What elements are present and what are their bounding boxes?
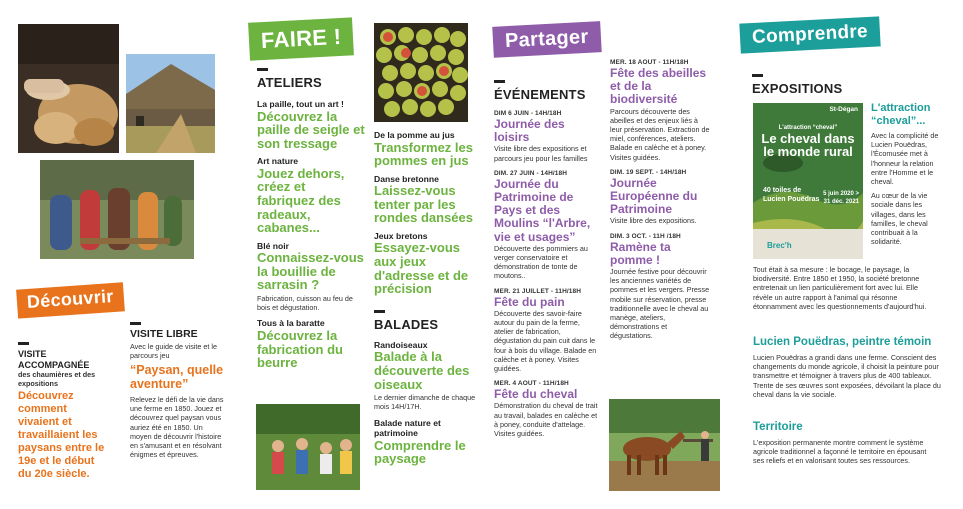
photo-horse <box>609 399 720 491</box>
atelier-label: Danse bretonne <box>374 173 439 184</box>
painter-title: Lucien Pouëdras, peintre témoin <box>753 336 932 348</box>
evenements-heading: ÉVÉNEMENTS <box>494 87 586 102</box>
banner-faire: FAIRE ! <box>248 17 354 60</box>
event-desc: Journée festive pour découvrir les anciennes variétés de pommes et les vergers. Presse mobile sur réservation, presse traditionnelle avec le cheval au manège, ateliers, démonstrations et dégustations. <box>610 267 710 341</box>
event-title: Journée du Patrimoine de Pays et des Moulins “l'Arbre, vie et usages” <box>494 176 591 244</box>
balade-label: Randoiseaux <box>374 339 428 350</box>
attraction-desc-3-block <box>753 265 938 311</box>
poster-title: Le cheval dans le monde rural <box>761 131 855 159</box>
atelier-label: De la pomme au jus <box>374 130 455 140</box>
event-desc: Parcours découverte des abeilles et des enjeux liés à leur préservation. Extraction de miel, conférences, ateliers. Balade en calèche et à poney. Visites guidées. <box>610 106 710 162</box>
atelier-desc: Fabrication, cuisson au feu de bois et dégustation. <box>257 294 353 313</box>
visite-accompagnee-title: Découvrez comment vivaient et travaillaient les paysans entre le 19e et le début du 20e siècle. <box>18 390 105 481</box>
visite-libre-intro: Avec le guide de visite et le parcours jeu <box>130 341 217 360</box>
event-date: MER. 18 AOUT - 11H/18H <box>610 59 689 66</box>
expositions-heading-block <box>752 74 892 96</box>
event-date: MER. 4 AOUT - 11H/18H <box>494 380 569 388</box>
poster-sub2: 40 toiles de Lucien Pouëdras <box>763 187 820 203</box>
poster-place: St-Dégan <box>829 106 858 113</box>
territoire-block <box>753 421 938 466</box>
visite-accompagnee-label: VISITE ACCOMPAGNÉE <box>18 349 90 370</box>
events-column-1 <box>494 80 598 444</box>
atelier-title: Découvrez la fabrication du beurre <box>257 327 343 371</box>
photo-thatched-house <box>126 54 215 153</box>
event-title: Journée Européenne du Patrimoine <box>610 175 698 217</box>
visite-libre-desc: Relevez le défi de la vie dans une ferme en 1850. Jouez et découvrez quel paysan vous auriez été en 1850. Un moyen de découvrir l'histoire en s'amusant et en résolvant énigmes et épreuves. <box>130 394 224 460</box>
balade-title: Balade à la découverte des oiseaux <box>374 349 470 392</box>
event-date: MER. 21 JUILLET - 11H/18H <box>494 287 582 295</box>
event-date: DIM. 27 JUIN - 14H/18H <box>494 169 568 177</box>
event-desc: Démonstration du cheval de trait au travail, balades en calèche et à poney, conduite d'attelage. Visites guidées. <box>494 401 598 439</box>
event-date: DIM. 19 SEPT. - 14H/18H <box>610 168 687 176</box>
faire-column-2 <box>374 130 482 472</box>
expositions-heading: EXPOSITIONS <box>752 81 843 96</box>
event-title: Ramène ta pomme ! <box>610 239 671 267</box>
visite-libre-label: VISITE LIBRE <box>130 328 198 340</box>
attraction-desc-3: Tout était à sa mesure : le bocage, le paysage, la biodiversité. Entre 1850 et 1950, la société bretonne entretenait un lien particulièrement fort avec lui. Elle révèle un autre rapport à l'animal qui résonne étonnamment avec les questionnements d'aujourd'hui. <box>753 265 927 311</box>
section-dash <box>257 68 268 71</box>
visite-accompagnee-block <box>18 342 110 481</box>
event-date: DIM. 3 OCT. - 11H /18H <box>610 232 681 240</box>
event-desc: Découverte des savoir-faire autour du pain de la ferme, atelier de fabrication, dégustation du pain cuit dans le four à bois du village. Balade en calèche et à poney. Visites guidées. <box>494 308 597 374</box>
banner-partager: Partager <box>492 21 601 58</box>
visite-accompagnee-sub: des chaumières et des expositions <box>18 370 96 389</box>
poster-subtitle: L'attraction “cheval” <box>778 125 838 131</box>
attraction-desc-2: Au cœur de la vie sociale dans les villages, dans les familles, le cheval contribuait à la solidarité. <box>871 191 928 247</box>
attraction-block <box>871 102 943 246</box>
ateliers-heading: ATELIERS <box>257 75 322 90</box>
photo-apples <box>374 23 468 122</box>
atelier-title: Découvrez la paille de seigle et son tressage <box>257 108 365 151</box>
territoire-desc: L'exposition permanente montre comment le système agricole traditionnel a façonné le territoire en épousant ses reliefs et en valorisant toutes ses ressources. <box>753 438 927 466</box>
event-date: DIM 6 JUIN - 14H/18H <box>494 110 562 117</box>
poster-brand: Brec'h <box>767 241 792 250</box>
poster-dates: 5 juin 2020 > 31 déc. 2021 <box>823 191 859 205</box>
atelier-label: Jeux bretons <box>374 230 428 241</box>
atelier-title: Essayez-vous aux jeux d'adresse et de précision <box>374 240 469 297</box>
section-dash <box>130 322 141 325</box>
ateliers-column <box>257 68 365 376</box>
event-desc: Découverte des pommiers au verger conservatoire et démonstration de tonte de moutons.. <box>494 243 588 281</box>
atelier-title: Connaissez-vous la bouillie de sarrasin ? <box>257 250 364 293</box>
balade-desc: Le dernier dimanche de chaque mois 14H/17H. <box>374 393 476 412</box>
exhibition-poster <box>753 103 863 259</box>
balades-heading: BALADES <box>374 316 439 332</box>
photo-children <box>40 160 194 259</box>
event-title: Fête du cheval <box>494 387 578 402</box>
event-desc: Visite libre des expositions. <box>610 216 697 226</box>
visite-libre-title: “Paysan, quelle aventure” <box>130 362 224 391</box>
atelier-label: Art nature <box>257 156 299 167</box>
atelier-title: Transformez les pommes en jus <box>374 139 473 169</box>
balade-label: Balade nature et patrimoine <box>374 417 441 439</box>
events-column-2 <box>610 58 710 347</box>
visite-libre-block <box>130 322 225 459</box>
attraction-title: L'attraction “cheval”... <box>871 102 931 127</box>
event-desc: Visite libre des expositions et parcours jeu pour les familles <box>494 144 588 163</box>
section-dash <box>374 310 385 313</box>
atelier-label: Tous à la baratte <box>257 318 325 329</box>
photo-bread <box>18 24 119 153</box>
photo-children-outdoor <box>256 404 360 490</box>
atelier-label: Blé noir <box>257 240 289 251</box>
painter-block <box>753 336 943 399</box>
atelier-title: Laissez-vous tenter par les rondes dansées <box>374 183 473 226</box>
banner-comprendre: Comprendre <box>739 16 880 53</box>
painter-desc: Lucien Pouëdras a grandi dans une ferme. Conscient des changements du monde agricole, il choisit la peinture pour transmettre et témoigner à travers plus de 400 tableaux. Trente de ses œuvres sont exposées, dévoilant la place du cheval dans la vie sociale. <box>753 353 941 399</box>
attraction-desc: Avec la complicité de Lucien Pouëdras, l'Écomusée met à l'honneur la relation entre l'Homme et le cheval. <box>871 131 939 187</box>
section-dash <box>494 80 505 83</box>
banner-decouvrir: Découvrir <box>16 282 124 318</box>
atelier-title: Jouez dehors, créez et fabriquez des radeaux, cabanes... <box>257 165 345 236</box>
atelier-label: La paille, tout un art ! <box>257 99 344 109</box>
balade-title: Comprendre le paysage <box>374 437 466 467</box>
event-title: Fête des abeilles et de la biodiversité <box>610 66 707 107</box>
section-dash <box>752 74 763 77</box>
section-dash <box>18 342 29 345</box>
event-title: Journée des loisirs <box>494 117 565 145</box>
territoire-title: Territoire <box>753 421 803 433</box>
event-title: Fête du pain <box>494 294 565 309</box>
